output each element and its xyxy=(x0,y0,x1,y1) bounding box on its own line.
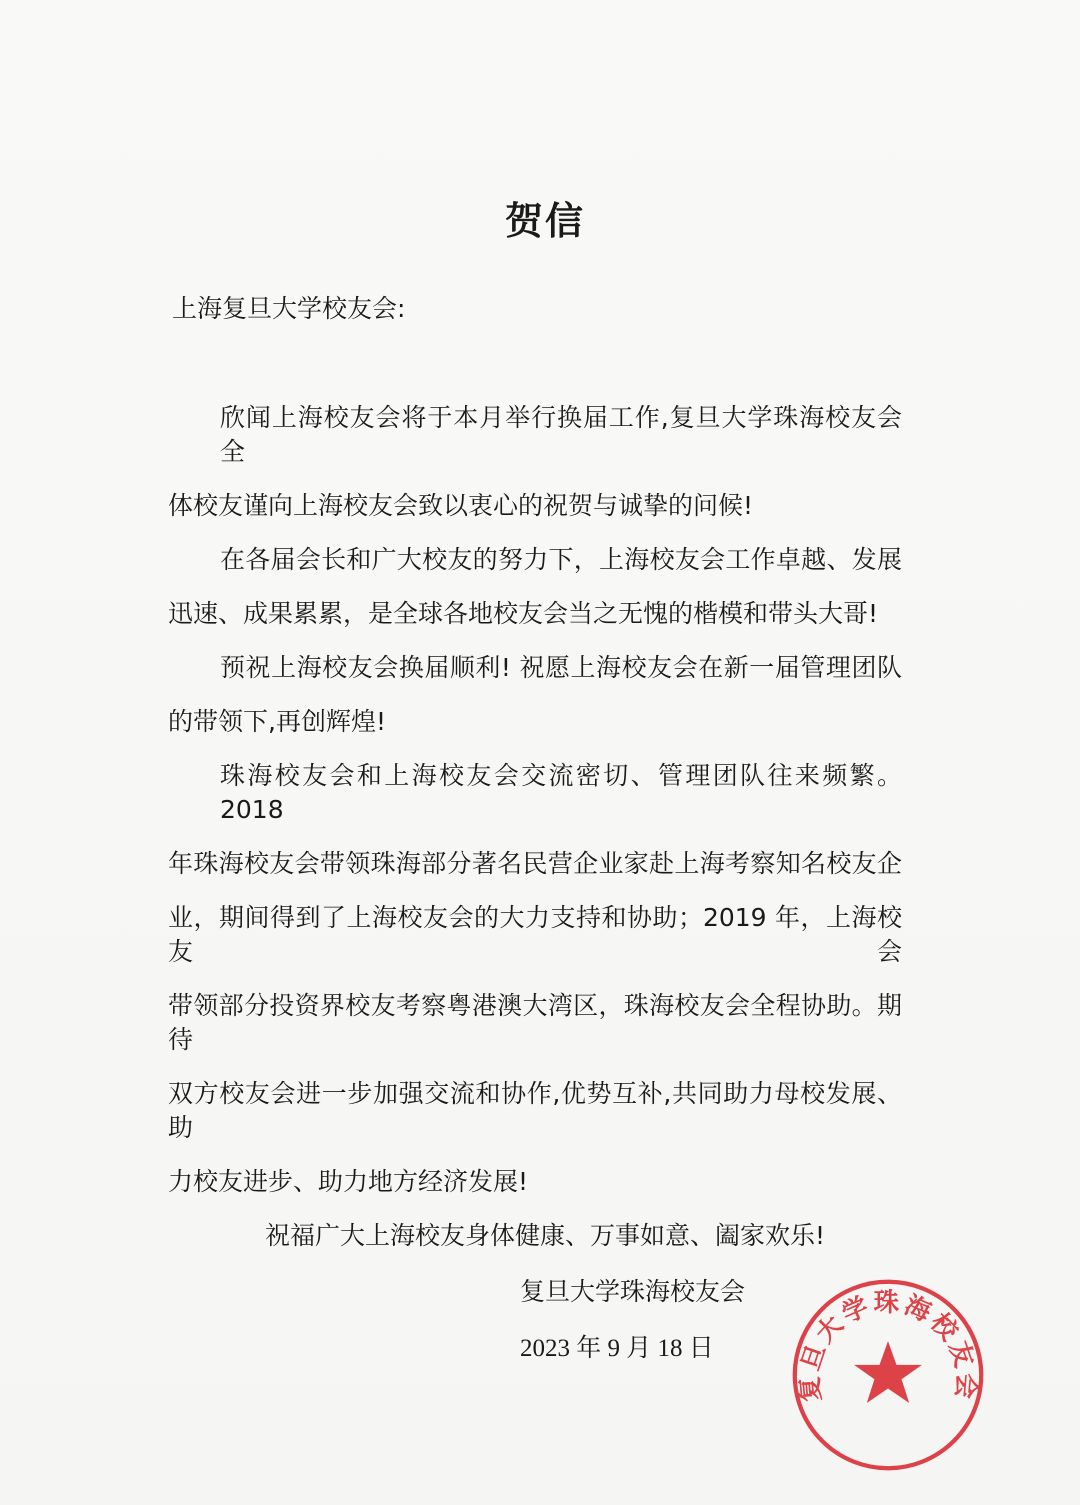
letter-date: 2023 年 9 月 18 日 xyxy=(520,1335,714,1362)
closing-wish: 祝福广大上海校友身体健康、万事如意、阖家欢乐! xyxy=(265,1221,826,1250)
letter-title: 贺信 xyxy=(504,199,585,243)
paragraph-4-line-2: 年珠海校友会带领珠海部分著名民营企业家赴上海考察知名校友企 xyxy=(168,849,902,878)
signature-organization: 复旦大学珠海校友会 xyxy=(520,1277,746,1306)
paragraph-4-line-4: 带领部分投资界校友考察粤港澳大湾区，珠海校友会全程协助。期待 xyxy=(168,991,902,1054)
paragraph-3-line-2: 的带领下,再创辉煌! xyxy=(168,707,386,736)
seal-text: 复旦大学珠海校友会 xyxy=(793,1287,983,1404)
letter-paragraphs xyxy=(168,401,902,1199)
paragraph-4-line-6: 力校友进步、助力地方经济发展! xyxy=(168,1167,529,1196)
seal-star-icon xyxy=(854,1341,922,1403)
official-seal-stamp xyxy=(788,1275,988,1475)
paragraph-4-line-1: 珠海校友会和上海校友会交流密切、管理团队往来频繁。2018 xyxy=(220,761,902,824)
paragraph-4-line-5: 双方校友会进一步加强交流和协作,优势互补,共同助力母校发展、助 xyxy=(168,1079,902,1142)
paragraph-4-line-3: 业，期间得到了上海校友会的大力支持和协助；2019 年，上海校友会 xyxy=(168,903,902,966)
salutation: 上海复旦大学校友会: xyxy=(172,294,406,323)
signature-block xyxy=(168,1275,983,1505)
letter-body xyxy=(168,0,983,1505)
paragraph-1-line-1: 欣闻上海校友会将于本月举行换届工作,复旦大学珠海校友会全 xyxy=(220,403,902,466)
paragraph-1-line-2: 体校友谨向上海校友会致以衷心的祝贺与诚挚的问候! xyxy=(168,491,754,520)
paragraph-2-line-2: 迅速、成果累累，是全球各地校友会当之无愧的楷模和带头大哥! xyxy=(168,599,879,628)
paragraph-3-line-1: 预祝上海校友会换届顺利! 祝愿上海校友会在新一届管理团队 xyxy=(220,653,902,682)
paragraph-2-line-1: 在各届会长和广大校友的努力下，上海校友会工作卓越、发展 xyxy=(220,545,902,574)
